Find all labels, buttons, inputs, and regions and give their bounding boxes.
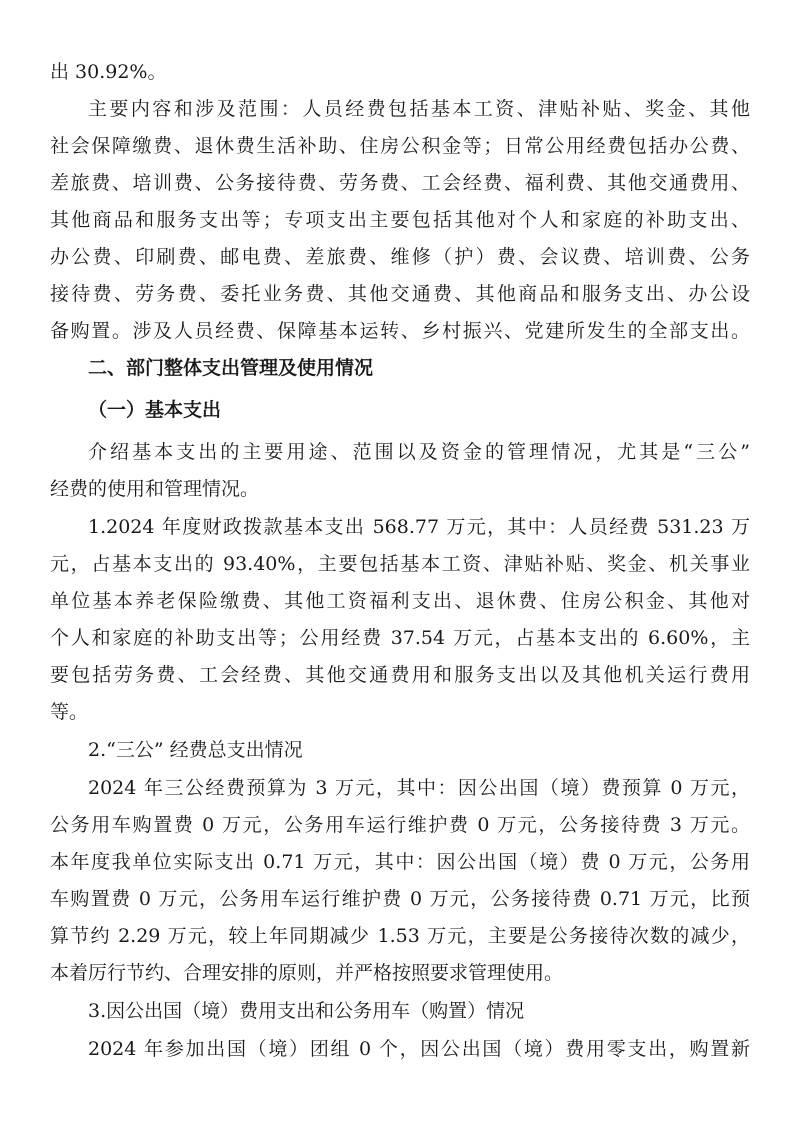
text-line: 公务用车购置费 0 万元，公务用车运行维护费 0 万元，公务接待费 3 万元。: [50, 814, 750, 836]
text-line: 其他商品和服务支出等；专项支出主要包括其他对个人和家庭的补助支出、: [50, 209, 750, 231]
text-line: 等。: [50, 701, 89, 723]
text-line: 个人和家庭的补助支出等；公用经费 37.54 万元，占基本支出的 6.60%，主: [50, 627, 750, 649]
paragraph-start-line: 介绍基本支出的主要用途、范围以及资金的管理情况，尤其是“三公”: [88, 441, 750, 463]
text-line: 车购置费 0 万元，公务用车运行维护费 0 万元，公务接待费 0.71 万元，比预: [50, 888, 750, 910]
text-line: 算节约 2.29 万元，较上年同期减少 1.53 万元，主要是公务接待次数的减少，: [50, 925, 750, 947]
numbered-heading: 3.因公出国（境）费用支出和公务用车（购置）情况: [88, 1000, 525, 1022]
text-line: 元，占基本支出的 93.40%，主要包括基本工资、津贴补贴、奖金、机关事业: [50, 553, 750, 575]
text-line: 差旅费、培训费、公务接待费、劳务费、工会经费、福利费、其他交通费用、: [50, 172, 750, 194]
text-line: 备购置。涉及人员经费、保障基本运转、乡村振兴、党建所发生的全部支出。: [50, 320, 750, 342]
subsection-heading: （一）基本支出: [88, 399, 222, 421]
section-heading: 二、部门整体支出管理及使用情况: [88, 357, 374, 379]
text-line: 出 30.92%。: [50, 61, 167, 83]
text-line: 接待费、劳务费、委托业务费、其他交通费、其他商品和服务支出、办公设: [50, 283, 750, 305]
text-line: 经费的使用和管理情况。: [50, 478, 260, 500]
paragraph-start-line: 主要内容和涉及范围：人员经费包括基本工资、津贴补贴、奖金、其他: [88, 98, 750, 120]
text-line: 本年度我单位实际支出 0.71 万元，其中：因公出国（境）费 0 万元，公务用: [50, 851, 750, 873]
paragraph-start-line: 1.2024 年度财政拨款基本支出 568.77 万元，其中：人员经费 531.23 万: [88, 516, 750, 538]
paragraph-start-line: 2024 年三公经费预算为 3 万元，其中：因公出国（境）费预算 0 万元，: [88, 777, 750, 799]
text-line: 本着厉行节约、合理安排的原则，并严格按照要求管理使用。: [50, 962, 564, 984]
numbered-heading: 2.“三公” 经费总支出情况: [88, 739, 303, 761]
paragraph-start-line: 2024 年参加出国（境）团组 0 个，因公出国（境）费用零支出，购置新: [88, 1038, 750, 1060]
text-line: 社会保障缴费、退休费生活补助、住房公积金等；日常公用经费包括办公费、: [50, 135, 750, 157]
text-line: 单位基本养老保险缴费、其他工资福利支出、退休费、住房公积金、其他对: [50, 590, 750, 612]
text-line: 要包括劳务费、工会经费、其他交通费用和服务支出以及其他机关运行费用: [50, 664, 750, 686]
text-line: 办公费、印刷费、邮电费、差旅费、维修（护）费、会议费、培训费、公务: [50, 246, 750, 268]
